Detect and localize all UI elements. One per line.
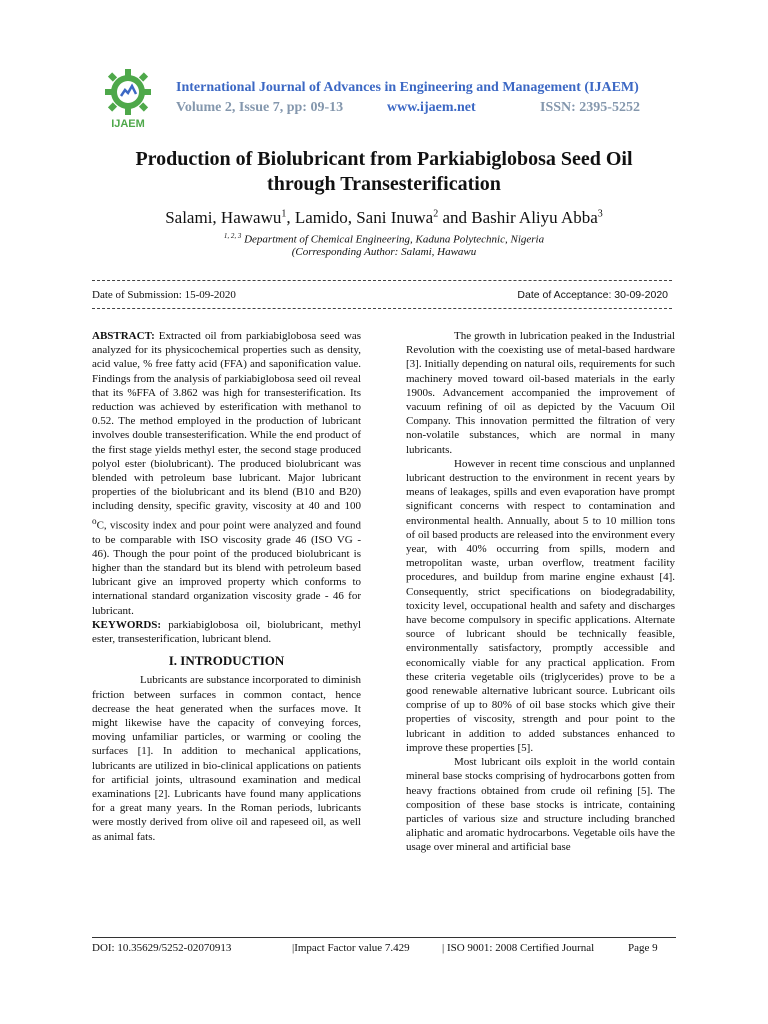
intro-paragraph: Lubricants are substance incorporated to diminish friction between surfaces in common contact, hence decrease the heat generated when the surfaces move. It might likewise have the capacity of conveying forces, moving unfamiliar particles, or warming or cooling the surfaces [1]. In addition to mechanical applications, lubricants are utilized in bio-clinical applications on patients for artificial joints, ultrasound examination and medical examinations [2]. Lubricants have found many applications for a great many years. In the Roman periods, lubricants were mostly derived from olive oil and rapeseed oil, as well as animal fats.: [92, 674, 361, 843]
paragraph-2: However in recent time conscious and unplanned lubricant destruction to the environment in recent years by means of leakages, spills and even evaporation have prompt significant concerns with respect to contamination and environmental health. Annually, about 5 to 10 million tons of oil based products are released into the environment every year, with 40% occurring from spills, modern and metropolitan waste, urban overflow, treatment facility procedures, and buildup from marine engine exhaust [4]. Consequently, strict specifications on biodegradability, toxicity level, occupational health and safety and discharges have become compulsory in specific applications. Alternate source of lubricant should be technically feasible, environmentally satisfactory, promptly accessible and economically viable for any practical application. From these criteria vegetable oils (triglycerides) prove to be a good renewable alternative lubricant source. Lubricant oils comprise of up to 80% of oil base stocks which give their properties of viscosity, strength and pour point to the lubricant in addition to added substances enhanced to improve these properties [5].: [406, 457, 675, 754]
author-3: Bashir Aliyu Abba: [471, 208, 598, 227]
author-2-sup: 2: [433, 208, 439, 220]
left-column: [92, 329, 361, 844]
volume-info: Volume 2, Issue 7, pp: 09-13: [176, 100, 344, 115]
title-line-1: Production of Biolubricant from Parkiabiglobosa Seed Oil: [135, 148, 633, 170]
author-1: Salami, Hawawu: [165, 208, 282, 227]
keywords-text: parkiabiglobosa oil, biolubricant, methyl ester, transesterification, lubricant blend.: [92, 618, 361, 645]
paragraph-1: The growth in lubrication peaked in the Industrial Revolution with the coexisting use of metal-based hardware [3]. Initially depending on natural oils, requirements for such machinery moved toward oil-based materials in the early 1900s. Advancement accompanied the improvement of vacuum refining of oil as depicted by the Vacuum Oil Company. This innovation permitted the filtration of very non-volatile substances, which are normal in many lubricants.: [406, 330, 675, 456]
affiliation-text: Department of Chemical Engineering, Kaduna Polytechnic, Nigeria: [241, 233, 545, 246]
journal-website-link[interactable]: www.ijaem.net: [387, 100, 476, 115]
abstract-text: Extracted oil from parkiabiglobosa seed was analyzed for its physicochemical properties such as density, acid value, % free fatty acid (FFA) and saponification value. Findings from the analysis of parkiabiglobosa seed oil reveal that its %FFA of 3.862 was high for transesterification. Its reduction was achieved by esterification with methanol to 0.52. The method employed in the production of lubricant involves double transesterification. While the end product of the first stage yields methyl ester, the second stage produced polyol ester (biolubricant). The produced biolubricant was blended with petroleum base lubricant. Major lubricant properties of the biolubricant and its blend (B10 and B20) including density, specific gravity, viscosity at 40 and 100: [92, 330, 361, 513]
paper-title: [60, 147, 708, 197]
issn: ISSN: 2395-5252: [540, 100, 640, 115]
abstract-label: ABSTRACT:: [92, 330, 155, 342]
abstract: [92, 329, 361, 618]
acceptance-date: Date of Acceptance: 30-09-2020: [517, 289, 668, 301]
author-3-sup: 3: [597, 208, 603, 220]
journal-name: International Journal of Advances in Engineering and Management (IJAEM): [176, 80, 639, 95]
footer-doi: DOI: 10.35629/5252-02070913: [92, 942, 232, 954]
divider: [92, 280, 672, 281]
paragraph-3: Most lubricant oils exploit in the world contain mineral base stocks comprising of hydrocarbons gotten from heavy fractions obtained from crude oil refining [5]. The composition of these base stocks is intricate, containing particles of various size and structure including branched aliphatic and aromatic hydrocarbons. Vegetable oils have the usage over mineral and artificial base: [406, 756, 675, 854]
keywords-label: KEYWORDS:: [92, 618, 162, 631]
footer-impact-factor: |Impact Factor value 7.429: [292, 942, 410, 954]
degree-sup: o: [92, 515, 97, 526]
author-list: [60, 208, 708, 228]
footer-divider: [92, 937, 676, 938]
logo-text: IJAEM: [111, 118, 145, 130]
affiliation-sup: 1, 2, 3: [223, 232, 242, 240]
keywords: [92, 618, 361, 646]
title-line-2: through Transesterification: [267, 173, 501, 195]
journal-logo: [96, 66, 160, 130]
divider: [92, 308, 672, 309]
author-separator: and: [438, 208, 472, 227]
abstract-text-2: C, viscosity index and pour point were analyzed and found to be comparable with ISO viscosity grade 46 (ISO VG - 46). Though the pour point of the produced biolubricant is higher than the standard but its blend with petroleum based lubricant give an improved property which conforms to international standard organization viscosity grade - 46 for lubricant.: [92, 519, 361, 617]
footer-iso: | ISO 9001: 2008 Certified Journal: [442, 942, 595, 954]
author-separator: ,: [286, 208, 295, 227]
affiliation: [60, 232, 708, 246]
author-2: Lamido, Sani Inuwa: [294, 208, 434, 227]
author-1-sup: 1: [281, 208, 287, 220]
submission-date: Date of Submission: 15-09-2020: [92, 289, 236, 301]
corresponding-author: (Corresponding Author: Salami, Hawawu: [291, 246, 477, 258]
right-column: [406, 329, 675, 855]
footer-page-number: Page 9: [628, 942, 658, 954]
section-heading-introduction: I. INTRODUCTION: [168, 653, 285, 669]
